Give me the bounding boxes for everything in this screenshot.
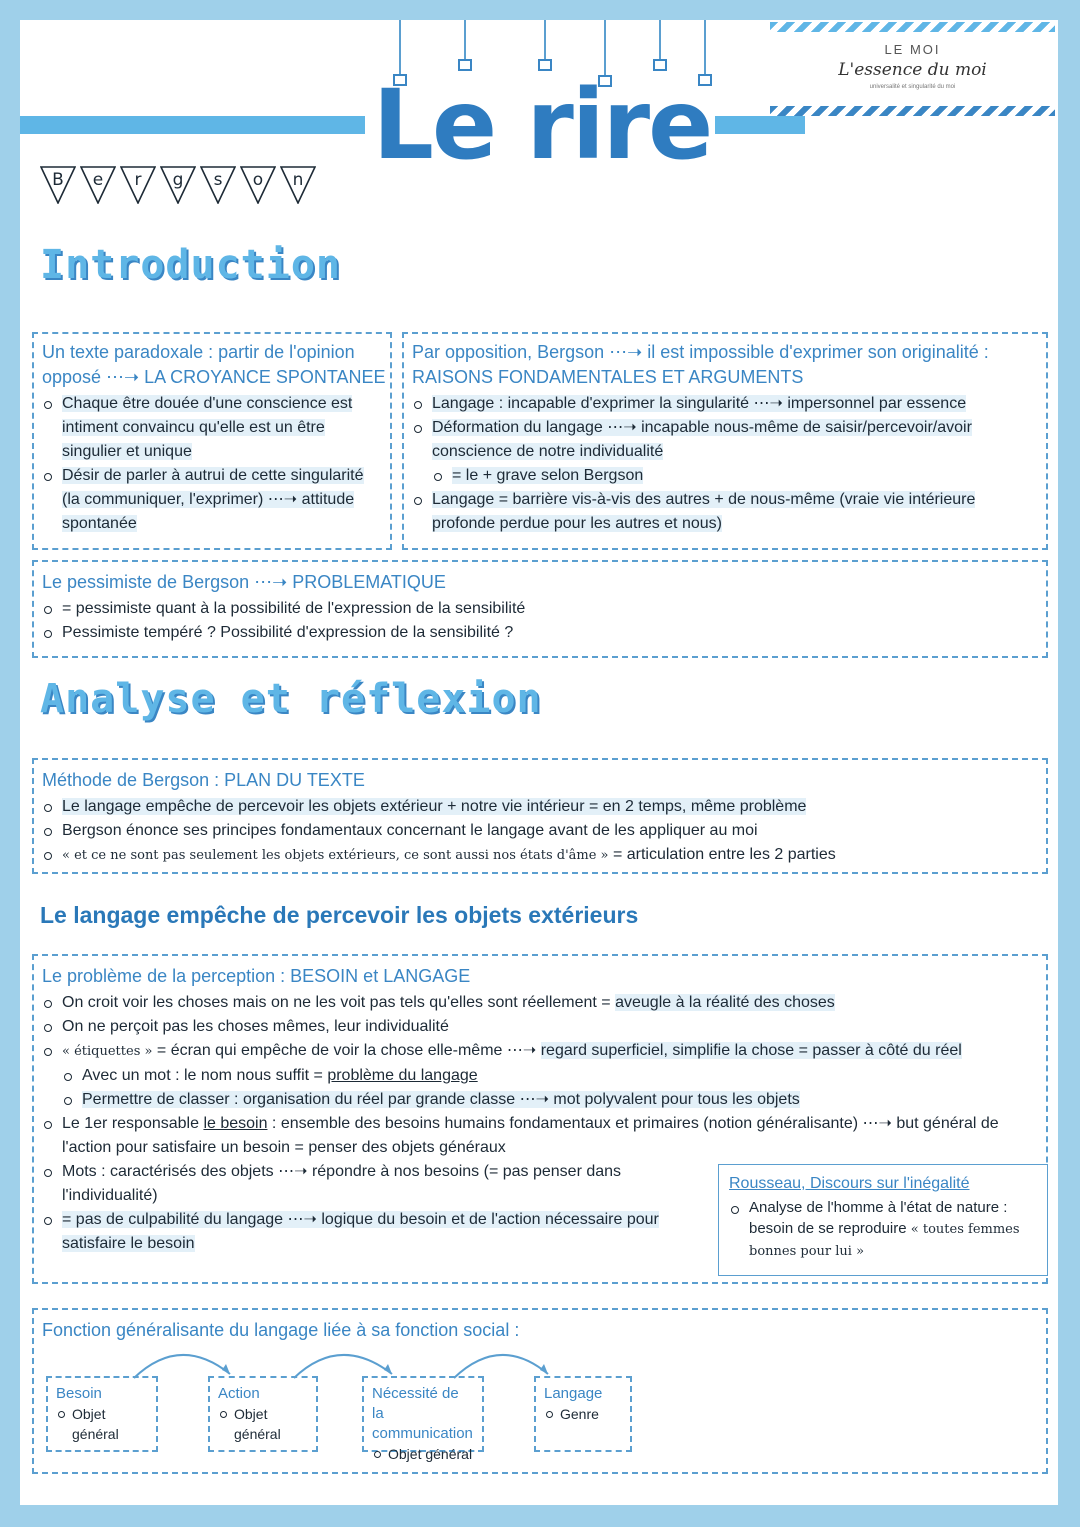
list-item: = le + grave selon Bergson (412, 464, 1038, 488)
list-item: Le 1er responsable le besoin : ensemble des besoins humains fondamentaux et primaires (notion généralisante) ⋯➝ but général de l'action pour satisfaire un besoin = penser des objets généraux (42, 1112, 1042, 1160)
intro-right-title2: RAISONS FONDAMENTALES ET ARGUMENTS (412, 367, 804, 387)
function-title: Fonction généralisante du langage liée à sa fonction social : (42, 1320, 520, 1340)
intro-left-title1: Un texte paradoxale : partir de l'opinion (42, 342, 355, 362)
list-item: Mots : caractérisés des objets ⋯➝ répondre à nos besoins (= pas penser dans l'individualité) (42, 1160, 662, 1208)
method-title: Méthode de Bergson : PLAN DU TEXTE (42, 770, 365, 790)
list-item: On ne perçoit pas les choses mêmes, leur individualité (42, 1015, 1042, 1039)
pennant-5: s (200, 166, 236, 204)
note-sheet (20, 20, 1058, 1505)
pennant-6: o (240, 166, 276, 204)
chain-action (208, 1376, 318, 1452)
chain-item: Objet général (56, 1404, 148, 1444)
page-title: Le rire (372, 69, 712, 181)
list-item: On croit voir les choses mais on ne les voit pas tels qu'elles sont réellement = aveugle à la réalité des choses (42, 991, 1042, 1015)
chain-item: Genre (544, 1404, 622, 1424)
rousseau-title: Rousseau, Discours sur l'inégalité (729, 1175, 970, 1192)
pennant-2: e (80, 166, 116, 204)
chain-label: Action (218, 1385, 260, 1402)
pennant-7: n (280, 166, 316, 204)
intro-box-right (402, 332, 1048, 550)
list-item: Langage = barrière vis-à-vis des autres + de nous-même (vraie vie intérieure profonde perdue pour les autres et nous) (412, 488, 1038, 536)
tag-line2: L'essence du moi (838, 60, 987, 80)
list-item: Chaque être douée d'une conscience est intiment convaincu qu'elle est un être singulier et unique (42, 392, 382, 464)
tag-stripe-bottom (770, 106, 1055, 116)
intro-box-bottom (32, 560, 1048, 658)
pennant-3: r (120, 166, 156, 204)
list-item: Déformation du langage ⋯➝ incapable nous-même de saisir/percevoir/avoir conscience de notre individualité (412, 416, 1038, 464)
list-item: = pas de culpabilité du langage ⋯➝ logique du besoin et de l'action nécessaire pour satisfaire le besoin (42, 1208, 662, 1256)
list-item: Analyse de l'homme à l'état de nature : besoin de se reproduire « toutes femmes bonnes pour lui » (729, 1197, 1037, 1262)
method-box (32, 758, 1048, 874)
list-item: « étiquettes » = écran qui empêche de voir la chose elle-même ⋯➝ regard superficiel, simplifie la chose = passer à côté du réel (42, 1039, 1042, 1064)
tag-line3: universalité et singularité du moi (869, 84, 956, 90)
list-item: Permettre de classer : organisation du réel par grande classe ⋯➝ mot polyvalent pour tous les objets (42, 1088, 1042, 1112)
chain-item: Objet général (372, 1444, 474, 1464)
intro-heading: Introduction (40, 242, 341, 288)
chain-label: Nécessité de la communication (372, 1385, 473, 1442)
intro-left-title2: opposé ⋯➝ LA CROYANCE SPONTANEE (42, 367, 386, 387)
pennant-4: g (160, 166, 196, 204)
perception-subheading: Le langage empêche de percevoir les objets extérieurs (40, 902, 639, 928)
list-item: « et ce ne sont pas seulement les objets extérieurs, ce sont aussi nos états d'âme » = articulation entre les 2 parties (42, 843, 1038, 868)
list-item: = pessimiste quant à la possibilité de l'expression de la sensibilité (42, 597, 1038, 621)
list-item: Avec un mot : le nom nous suffit = problème du langage (42, 1064, 1042, 1088)
perception-title: Le problème de la perception : BESOIN et LANGAGE (42, 966, 471, 986)
list-item: Désir de parler à autrui de cette singularité (la communiquer, l'exprimer) ⋯➝ attitude spontanée (42, 464, 382, 536)
header-rule-left (20, 116, 365, 134)
chain-label: Besoin (56, 1385, 102, 1402)
list-item: Bergson énonce ses principes fondamentaux concernant le langage avant de les appliquer au moi (42, 819, 1038, 843)
intro-right-title1: Par opposition, Bergson ⋯➝ il est impossible d'exprimer son originalité : (412, 342, 989, 362)
intro-box-left (32, 332, 392, 550)
tag-stripe-top (770, 22, 1055, 32)
list-item: Langage : incapable d'exprimer la singularité ⋯➝ impersonnel par essence (412, 392, 1038, 416)
chain-langage (534, 1376, 632, 1452)
pennant-1: B (40, 166, 76, 204)
list-item: Le langage empêche de percevoir les objets extérieur + notre vie intérieur = en 2 temps, même problème (42, 795, 1038, 819)
list-item: Pessimiste tempéré ? Possibilité d'expression de la sensibilité ? (42, 621, 1038, 645)
chain-necessite (362, 1376, 484, 1462)
chain-label: Langage (544, 1385, 603, 1402)
analyse-heading: Analyse et réflexion (40, 676, 542, 722)
tag-line1: LE MOI (884, 42, 941, 57)
function-arrows (120, 1340, 580, 1390)
rousseau-box (718, 1164, 1048, 1276)
chain-besoin (46, 1376, 158, 1452)
problematique-title: Le pessimiste de Bergson ⋯➝ PROBLEMATIQUE (42, 572, 446, 592)
chain-item: Objet général (218, 1404, 308, 1444)
